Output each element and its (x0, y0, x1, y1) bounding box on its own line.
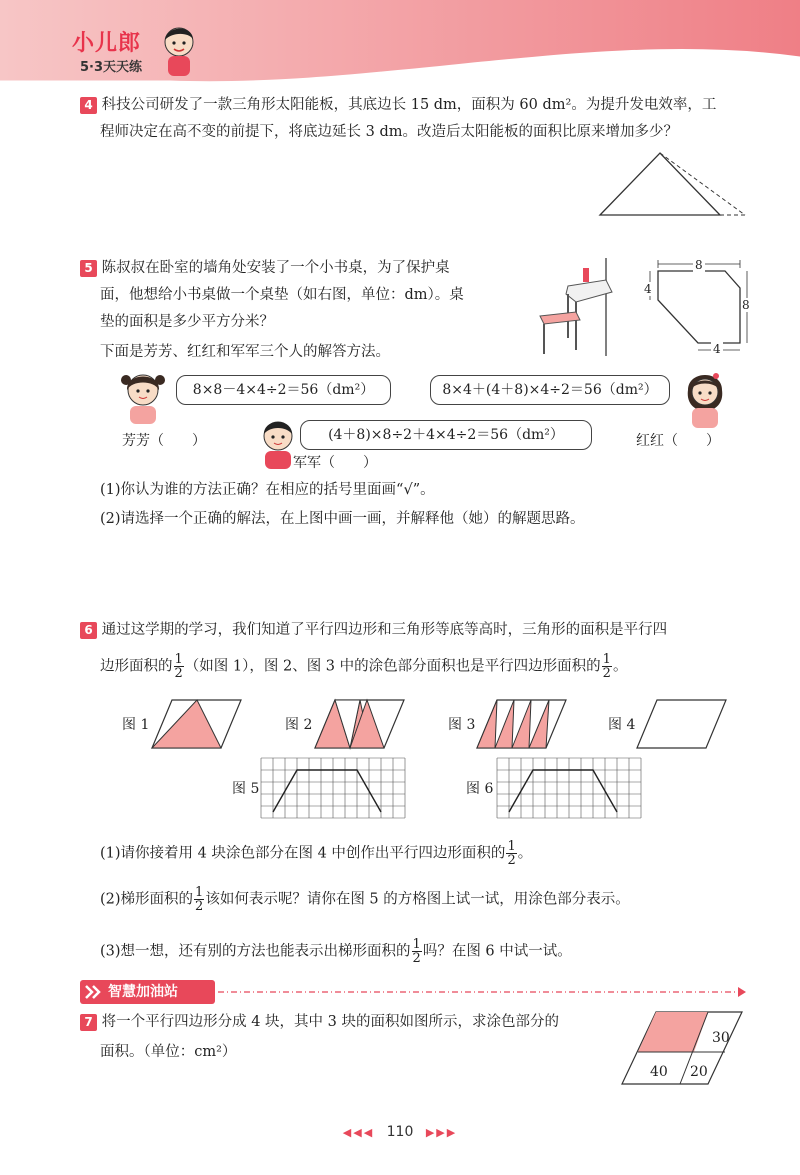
fig2-parallelogram (313, 698, 408, 750)
desk-mat-figure (640, 258, 750, 358)
dim-left: 4 (644, 282, 652, 296)
double-arrow-icon (84, 983, 104, 1001)
honghong-girl-icon (680, 368, 730, 430)
fraction-half: $\frac{1}{2}$ (174, 652, 183, 681)
honghong-bubble: 8×4＋(4＋8)×4÷2＝56（dm²） (430, 375, 670, 405)
q5-sub1: (1)你认为谁的方法正确？在相应的括号里面画“√”。 (100, 482, 435, 498)
junjun-bubble: (4＋8)×8÷2＋4×4÷2＝56（dm²） (300, 420, 592, 450)
q6-line2: 边形面积的 $\frac{1}{2}$ （如图 1），图 2、图 3 中的涂色部分面积也是平行四边形面积的 $\frac{1}{2}$ 。 (100, 652, 628, 681)
fraction-half: $\frac{1}{2}$ (602, 652, 611, 681)
q7-line1: 7 将一个平行四边形分成 4 块，其中 3 块的面积如图所示，求涂色部分的 (80, 1012, 559, 1032)
fraction-half: $\frac{1}{2}$ (412, 937, 421, 966)
junjun-answer[interactable]: 军军（ ） (293, 455, 377, 471)
q5-sub2: (2)请选择一个正确的解法，在上图中画一画，并解释他（她）的解题思路。 (100, 511, 585, 527)
dim-right: 8 (742, 298, 750, 312)
q5-line1: 5 陈叔叔在卧室的墙角处安装了一个小书桌，为了保护桌 (80, 258, 450, 278)
q7-line2: 面积。（单位：cm²） (100, 1044, 237, 1060)
q4-line2: 程师决定在高不变的前提下，将底边延长 3 dm。改造后太阳能板的面积比原来增加多少？ (100, 124, 678, 140)
dim-top: 8 (695, 258, 703, 272)
bonus-section-banner: 智慧加油站 (80, 980, 215, 1004)
fig5-grid[interactable] (260, 757, 415, 822)
page-number-bar (0, 1124, 800, 1140)
dim-bottom: 4 (713, 342, 721, 356)
page-number: 110 (386, 1124, 414, 1140)
brand-subtitle: 5·3天天练 (80, 60, 143, 75)
left-arrows-icon: ◀◀◀ (342, 1126, 375, 1139)
q4-triangle-figure (595, 148, 750, 220)
fig1-label: 图 1 (122, 717, 150, 733)
q6-sub2: (2)梯形面积的 $\frac{1}{2}$ 该如何表示呢？请你在图 5 的方格图上试一试，用涂色部分表示。 (100, 885, 630, 914)
honghong-answer[interactable]: 红红（ ） (636, 433, 720, 449)
right-arrows-icon: ▶▶▶ (425, 1126, 458, 1139)
fig6-grid[interactable] (496, 757, 651, 822)
fig2-label: 图 2 (285, 717, 313, 733)
banner-dashed-line (218, 986, 748, 998)
q7-parallelogram-figure (618, 1008, 748, 1088)
area-20: 20 (690, 1064, 708, 1080)
q6-sub3: (3)想一想，还有别的方法也能表示出梯形面积的 $\frac{1}{2}$ 吗？在图 6 中试一试。 (100, 937, 572, 966)
fangfang-girl-icon (118, 368, 168, 426)
q5-line2: 面，他想给小书桌做一个桌垫（如右图，单位：dm）。桌 (100, 287, 464, 303)
fig1-parallelogram (150, 698, 245, 750)
fig6-label: 图 6 (466, 781, 494, 797)
q6-number: 6 (80, 622, 97, 639)
fig3-parallelogram (475, 698, 570, 750)
area-30: 30 (712, 1030, 730, 1046)
q4-line1: 4 科技公司研发了一款三角形太阳能板，其底边长 15 dm，面积为 60 dm²。为提升发电效率，工 (80, 95, 716, 115)
q5-number: 5 (80, 260, 97, 277)
q6-line1: 6 通过这学期的学习，我们知道了平行四边形和三角形等底等高时，三角形的面积是平行四 (80, 620, 667, 640)
q5-line3: 垫的面积是多少平方分米？ (100, 314, 274, 330)
brand-logo: 小儿郎 (72, 31, 142, 56)
q4-number: 4 (80, 97, 97, 114)
fig4-label: 图 4 (608, 717, 636, 733)
fig3-label: 图 3 (448, 717, 476, 733)
fraction-half: $\frac{1}{2}$ (195, 885, 204, 914)
fraction-half: $\frac{1}{2}$ (507, 839, 516, 868)
fangfang-answer[interactable]: 芳芳（ ） (122, 433, 206, 449)
fangfang-bubble: 8×8－4×4÷2＝56（dm²） (176, 375, 391, 405)
q5-line4: 下面是芳芳、红红和军军三个人的解答方法。 (100, 344, 390, 360)
q7-number: 7 (80, 1014, 97, 1031)
q6-sub1: (1)请你接着用 4 块涂色部分在图 4 中创作出平行四边形面积的 $\frac{1}{2}$ 。 (100, 839, 533, 868)
mascot-boy-icon (160, 22, 198, 78)
desk-illustration (518, 258, 618, 358)
fig4-parallelogram[interactable] (635, 698, 730, 750)
fig5-label: 图 5 (232, 781, 260, 797)
area-40: 40 (650, 1064, 668, 1080)
